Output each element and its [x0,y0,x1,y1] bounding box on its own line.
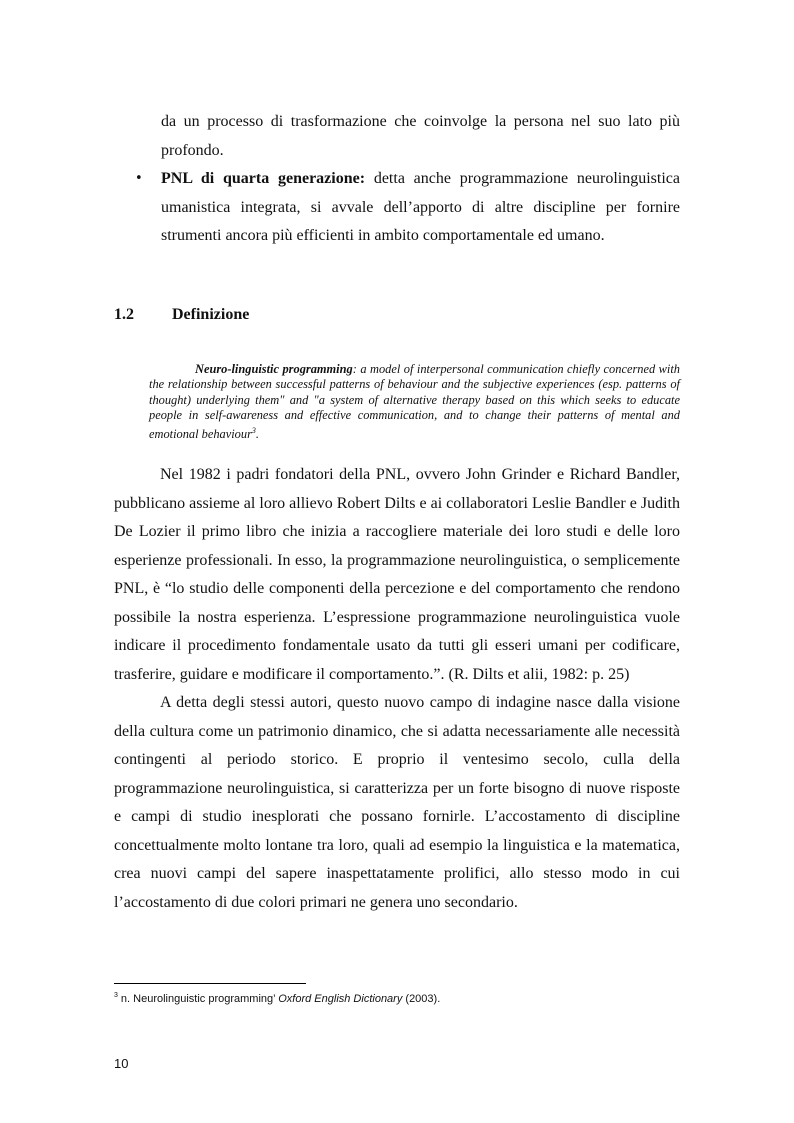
footnote-divider [114,983,306,984]
quote-footnote-ref: 3 [251,426,256,436]
page-number: 10 [114,1056,129,1071]
footnote [114,992,440,1005]
footnote-number: 3 [114,992,118,999]
list-item-term: PNL di quarta generazione: [161,170,366,187]
list-item [128,165,680,251]
body-paragraph-2: A detta degli stessi autori, questo nuovo campo di indagine nasce dalla visione della cultura come un patrimonio dinamico, che si adatta necessariamente alle necessità contingenti al periodo storico. E proprio il ventesimo secolo, culla della programmazione neurolinguistica, si caratterizza per un forte bisogno di nuove risposte e campi di studio inesplorati che possano fornirle. L’accostamento di discipline concettualmente molto lontane tra loro, quali ad esempio la linguistica e la matematica, crea nuovi campi del sapere inaspettatamente prolifici, allo stesso modo in cui l’accostamento di due colori primari ne genera uno secondario. [114,694,680,911]
body-paragraph-1: Nel 1982 i padri fondatori della PNL, ovvero John Grinder e Richard Bandler, pubblicano assieme al loro allievo Robert Dilts e ai collaboratori Leslie Bandler e Judith De Lozier il primo libro che inizia a raccogliere materiale dei loro studi e delle loro esperienze professionali. In esso, la programmazione neurolinguistica, o semplicemente PNL, è “lo studio delle componenti della percezione e del comportamento che rendono possibile la nostra esperienza. L’espressione programmazione neurolinguistica vuole indicare il procedimento fondamentale usato da tutti gli esseri umani per codificare, trasferire, guidare e modificare il comportamento.”. (R. Dilts et alii, 1982: p. 25) [114,466,680,683]
quote-end: . [255,427,260,442]
section-heading [114,306,249,324]
definition-quote [149,362,680,443]
footnote-text-end: (2003). [402,993,441,1005]
quote-term: Neuro-linguistic programming [195,362,353,376]
section-title: Definizione [172,306,250,323]
list-item-description: detta anche programmazione neurolinguistica umanistica integrata, si avvale dell’apporto di altre discipline per fornire strumenti ancora più efficienti in ambito comportamentale ed umano. [161,170,680,244]
footnote-text: n. Neurolinguistic programming’ [120,993,279,1005]
list-continuation-text: da un processo di trasformazione che coinvolge la persona nel suo lato più profondo. [161,113,680,159]
quote-text: : a model of interpersonal communication chiefly concerned with the relationship between successful patterns of behaviour and the subjective experiences (esp. patterns of thought) underlying them" and "a system of alternative therapy based on this which seeks to educate people in self-awareness and effective communication, and to change their patterns of mental and emotional behaviour [149,362,680,442]
body-text [114,461,680,917]
list-item-text [161,165,680,251]
bullet-icon: • [135,171,143,186]
section-number: 1.2 [114,306,134,323]
footnote-source: Oxford English Dictionary [278,993,403,1005]
